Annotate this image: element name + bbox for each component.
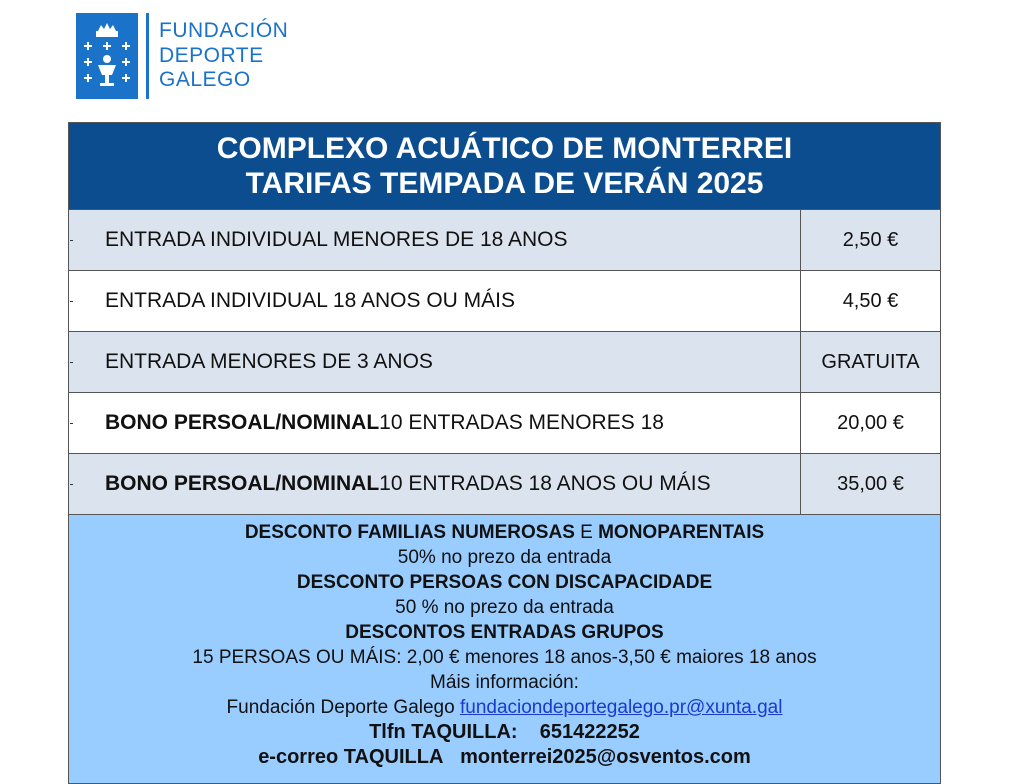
list-dash <box>70 423 73 424</box>
ticket-office-phone <box>69 720 940 745</box>
row-price: 35,00 € <box>837 472 904 495</box>
ticket-office-email <box>69 745 940 770</box>
logo-wordmark <box>159 13 288 99</box>
row-label <box>69 393 801 453</box>
row-price: 20,00 € <box>837 411 904 434</box>
row-label <box>69 210 801 270</box>
tariff-table <box>68 122 941 784</box>
row-label <box>69 454 801 514</box>
table-row <box>69 393 940 454</box>
discount-groups-text: 15 PERSOAS OU MÁIS: 2,00 € menores 18 anos-3,50 € maiores 18 anos <box>192 647 817 668</box>
logo-line-1: FUNDACIÓN <box>159 19 289 43</box>
row-label-text: ENTRADA MENORES DE 3 ANOS <box>105 350 433 373</box>
list-dash <box>70 240 73 241</box>
discount-families-conj: E <box>574 522 599 543</box>
discount-groups-title: DESCONTOS ENTRADAS GRUPOS <box>345 622 664 643</box>
phone-number: 651422252 <box>539 721 640 743</box>
email-address: monterrei2025@osventos.com <box>460 746 751 768</box>
row-label-bold: BONO PERSOAL/NOMINAL <box>105 411 380 434</box>
logo-line-2: DEPORTE <box>159 43 264 67</box>
more-info-line <box>69 695 940 720</box>
row-label-text: ENTRADA INDIVIDUAL 18 ANOS OU MÁIS <box>105 289 515 312</box>
table-header <box>69 123 940 210</box>
table-title: COMPLEXO ACUÁTICO DE MONTERREI <box>216 132 793 165</box>
info-org: Fundación Deporte Galego <box>226 697 460 718</box>
table-row <box>69 210 940 271</box>
email-label: e-correo TAQUILLA <box>258 746 444 768</box>
list-dash <box>70 362 73 363</box>
logo-line-3: GALEGO <box>159 68 251 92</box>
discounts-info <box>69 515 940 783</box>
list-dash <box>70 484 73 485</box>
table-subtitle: TARIFAS TEMPADA DE VERÁN 2025 <box>245 167 764 200</box>
row-price: GRATUITA <box>821 350 920 373</box>
galicia-emblem-icon <box>76 13 138 99</box>
table-row <box>69 271 940 332</box>
row-label <box>69 271 801 331</box>
row-label-text: 10 ENTRADAS MENORES 18 <box>379 411 664 434</box>
row-label-text: ENTRADA INDIVIDUAL MENORES DE 18 ANOS <box>105 228 568 251</box>
table-row <box>69 332 940 393</box>
discount-families-text: 50% no prezo da entrada <box>397 547 612 568</box>
list-dash <box>70 301 73 302</box>
discount-families-title: DESCONTO FAMILIAS NUMEROSAS <box>244 522 575 543</box>
row-price: 2,50 € <box>842 228 899 251</box>
table-row <box>69 454 940 515</box>
row-label-bold: BONO PERSOAL/NOMINAL <box>105 472 380 495</box>
row-label-text: 10 ENTRADAS 18 ANOS OU MÁIS <box>379 472 711 495</box>
row-price: 4,50 € <box>842 289 899 312</box>
phone-label: Tlfn TAQUILLA: <box>369 721 518 743</box>
row-label <box>69 332 801 392</box>
fundacion-logo <box>76 13 288 99</box>
discount-single-parent-title: MONOPARENTAIS <box>598 522 765 543</box>
discount-families <box>69 520 940 545</box>
discount-disability-title: DESCONTO PERSOAS CON DISCAPACIDADE <box>296 572 713 593</box>
logo-divider <box>146 13 149 99</box>
discount-disability-text: 50 % no prezo da entrada <box>395 597 614 618</box>
more-info-label: Máis información: <box>430 672 579 693</box>
info-email-link[interactable]: fundaciondeportegalego.pr@xunta.gal <box>459 697 783 718</box>
